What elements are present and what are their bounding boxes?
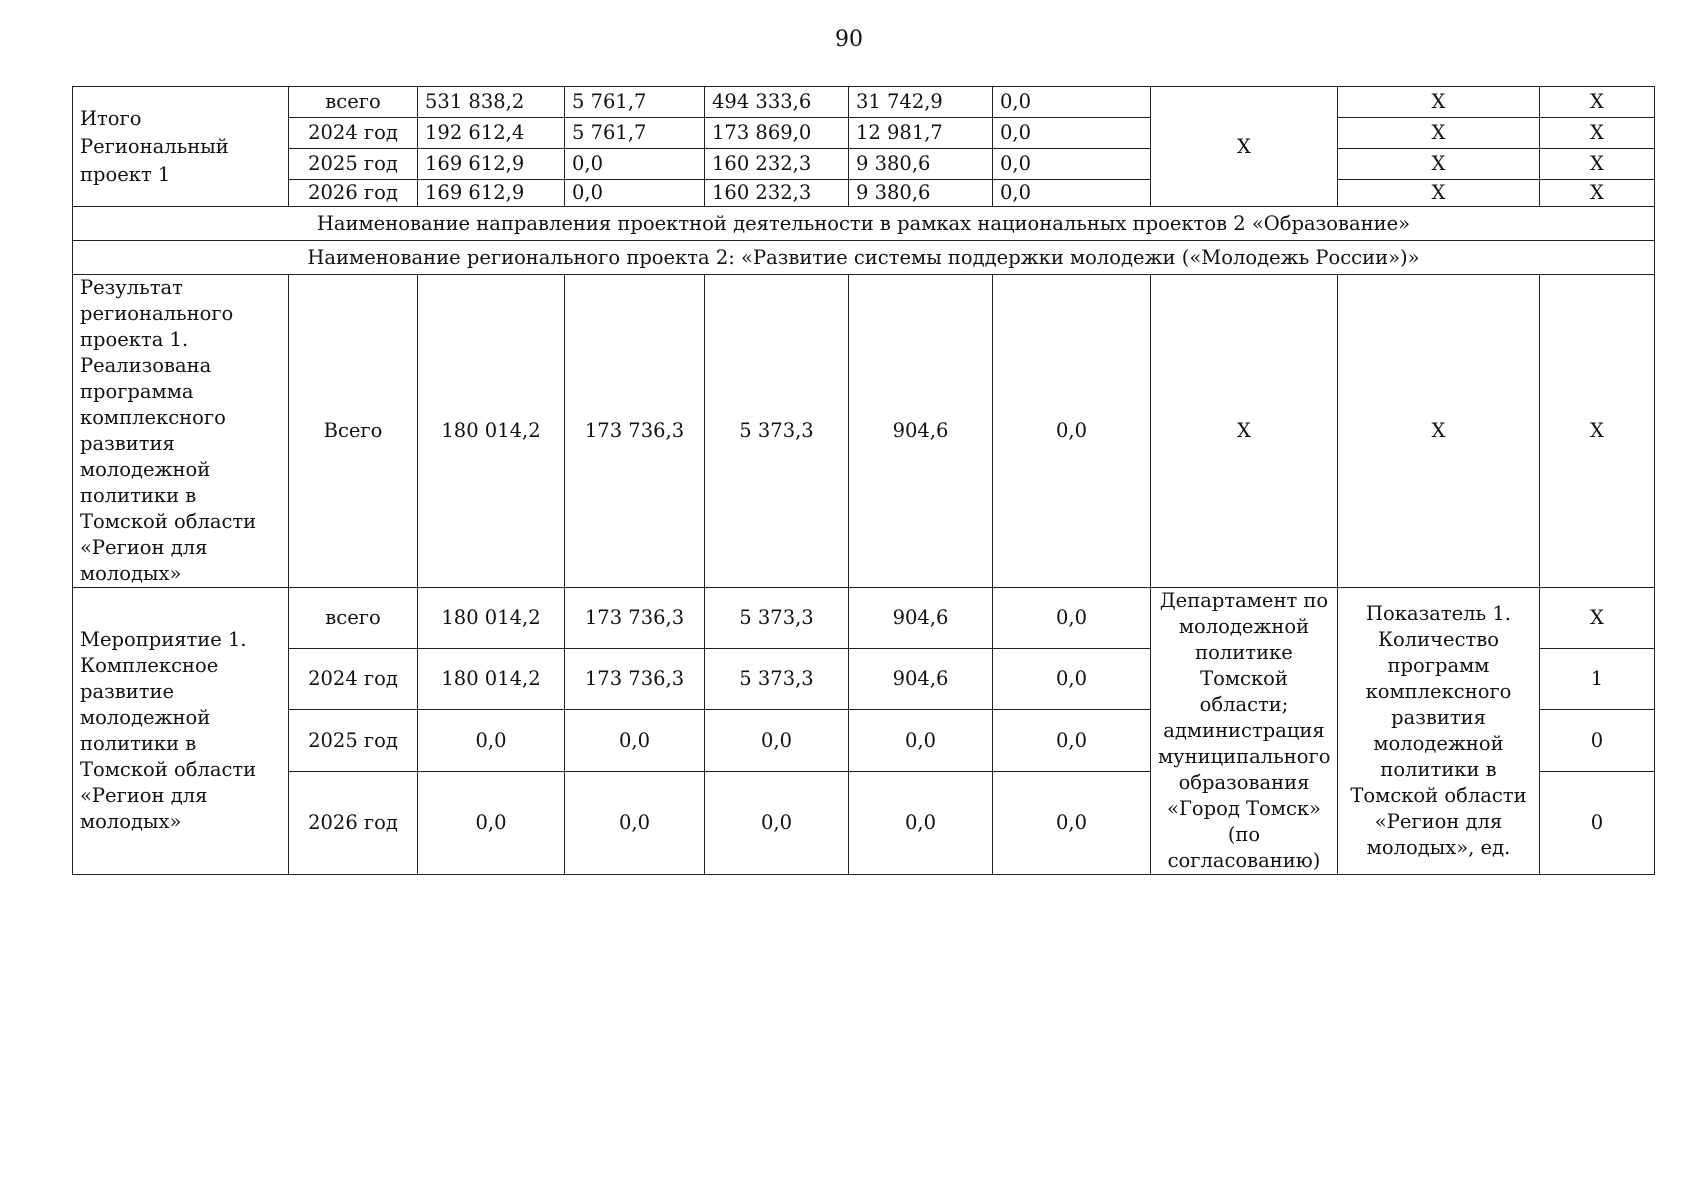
indicator-value-cell: X [1540,275,1655,588]
period-cell: 2026 год [289,771,418,874]
value-cell: 0,0 [849,710,993,771]
indicator-value-cell: X [1540,87,1655,118]
value-cell: 173 736,3 [565,275,705,588]
value-cell: 5 373,3 [705,649,849,710]
period-cell: всего [289,588,418,649]
value-cell: 494 333,6 [705,87,849,118]
value-cell: 173 736,3 [565,649,705,710]
section-direction: Наименование направления проектной деятельности в рамках национальных проектов 2 «Образование» [73,207,1655,241]
section-project: Наименование регионального проекта 2: «Развитие системы поддержки молодежи («Молодежь России»)» [73,241,1655,275]
indicator-cell: X [1338,118,1540,149]
value-cell: 180 014,2 [418,588,565,649]
value-cell: 169 612,9 [418,149,565,180]
value-cell: 0,0 [993,118,1151,149]
value-cell: 160 232,3 [705,180,849,207]
table-row [73,118,1655,149]
section-row [73,241,1655,275]
value-cell: 173 736,3 [565,588,705,649]
value-cell: 0,0 [993,771,1151,874]
value-cell: 0,0 [705,771,849,874]
table-row [73,87,1655,118]
value-cell: 0,0 [565,710,705,771]
page-number: 90 [835,27,863,52]
period-cell: 2025 год [289,710,418,771]
value-cell: 531 838,2 [418,87,565,118]
value-cell: 0,0 [993,149,1151,180]
value-cell: 0,0 [993,275,1151,588]
value-cell: 9 380,6 [849,149,993,180]
indicator-cell: Показатель 1. Количество программ комплексного развития молодежной политики в Томской области «Регион для молодых», ед. [1338,588,1540,875]
indicator-value-cell: X [1540,588,1655,649]
value-cell: 0,0 [993,649,1151,710]
value-cell: 0,0 [418,710,565,771]
value-cell: 0,0 [849,771,993,874]
indicator-cell: X [1338,180,1540,207]
value-cell: 0,0 [565,149,705,180]
value-cell: 0,0 [993,87,1151,118]
value-cell: 31 742,9 [849,87,993,118]
executor-cell: X [1151,87,1338,207]
value-cell: 904,6 [849,588,993,649]
value-cell: 0,0 [705,710,849,771]
period-cell: 2025 год [289,149,418,180]
value-cell: 9 380,6 [849,180,993,207]
total-label: Итого Региональный проект 1 [73,87,289,207]
indicator-cell: X [1338,275,1540,588]
value-cell: 5 761,7 [565,87,705,118]
value-cell: 0,0 [565,771,705,874]
indicator-cell: X [1338,87,1540,118]
period-cell: 2026 год [289,180,418,207]
value-cell: 173 869,0 [705,118,849,149]
indicator-value-cell: 0 [1540,771,1655,874]
period-cell: 2024 год [289,118,418,149]
value-cell: 904,6 [849,275,993,588]
indicator-value-cell: 0 [1540,710,1655,771]
section-row [73,207,1655,241]
value-cell: 192 612,4 [418,118,565,149]
period-cell: Всего [289,275,418,588]
executor-cell: Департамент по молодежной политике Томской области; администрация муниципального образования «Город Томск» (по согласованию) [1151,588,1338,875]
indicator-value-cell: X [1540,118,1655,149]
value-cell: 0,0 [993,180,1151,207]
value-cell: 12 981,7 [849,118,993,149]
indicator-cell: X [1338,149,1540,180]
indicator-value-cell: X [1540,180,1655,207]
value-cell: 0,0 [418,771,565,874]
table-row [73,588,1655,649]
budget-table [72,86,1655,875]
indicator-value-cell: X [1540,149,1655,180]
value-cell: 5 761,7 [565,118,705,149]
value-cell: 5 373,3 [705,588,849,649]
value-cell: 904,6 [849,649,993,710]
value-cell: 0,0 [993,710,1151,771]
value-cell: 5 373,3 [705,275,849,588]
value-cell: 180 014,2 [418,275,565,588]
table-row [73,275,1655,588]
period-cell: 2024 год [289,649,418,710]
value-cell: 0,0 [993,588,1151,649]
value-cell: 160 232,3 [705,149,849,180]
indicator-value-cell: 1 [1540,649,1655,710]
value-cell: 180 014,2 [418,649,565,710]
executor-cell: X [1151,275,1338,588]
measure-label: Мероприятие 1. Комплексное развитие молодежной политики в Томской области «Регион для молодых» [73,588,289,875]
table-row [73,180,1655,207]
result-label: Результат регионального проекта 1. Реализована программа комплексного развития молодежной политики в Томской области «Регион для молодых» [73,275,289,588]
value-cell: 169 612,9 [418,180,565,207]
period-cell: всего [289,87,418,118]
table-row [73,149,1655,180]
value-cell: 0,0 [565,180,705,207]
